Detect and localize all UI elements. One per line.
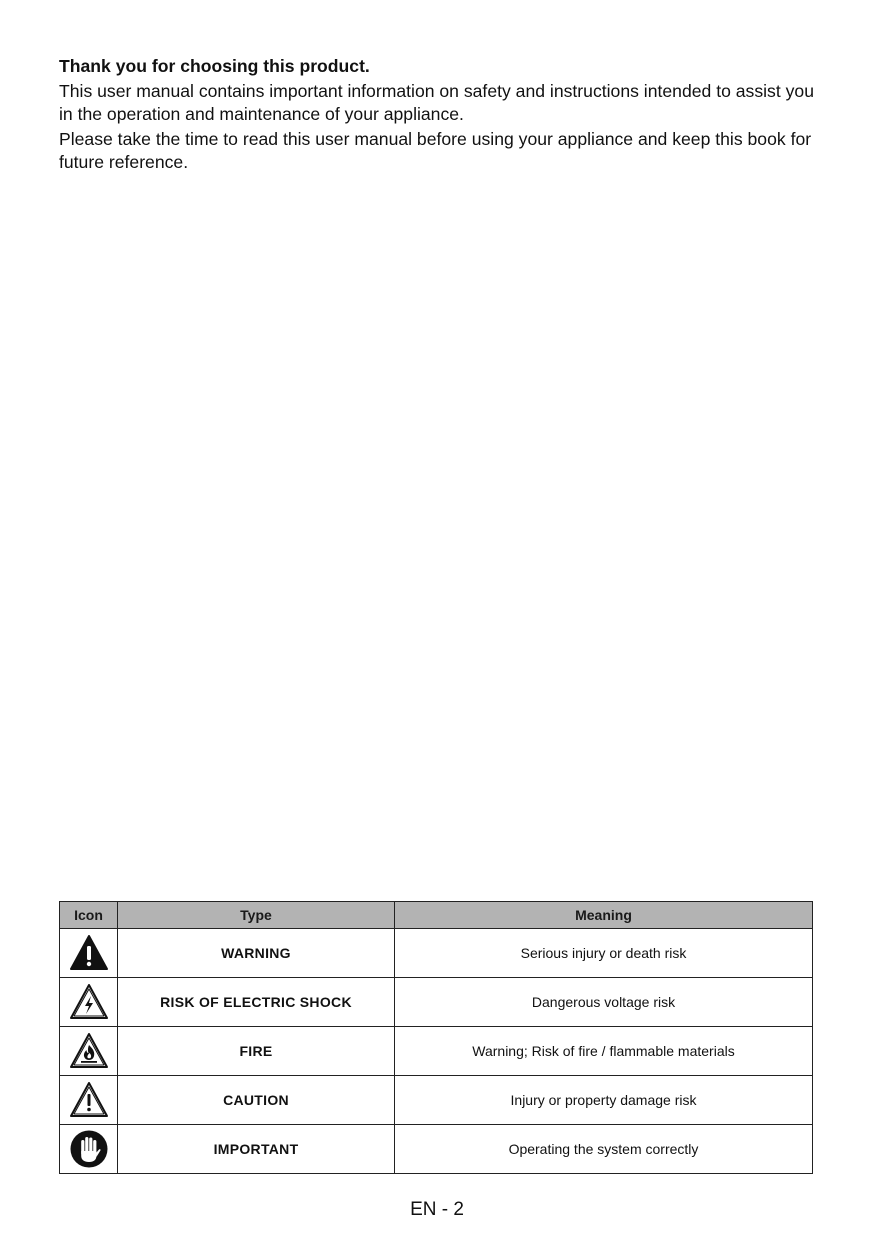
type-cell: FIRE — [118, 1027, 395, 1076]
electric-shock-icon — [69, 983, 109, 1021]
safety-symbols-table — [59, 901, 813, 1174]
warning-filled-icon — [69, 934, 109, 972]
intro-paragraph-2: Please take the time to read this user manual before using your appliance and keep this book for future reference. — [59, 129, 812, 172]
type-cell: CAUTION — [118, 1076, 395, 1125]
type-cell: RISK OF ELECTRIC SHOCK — [118, 978, 395, 1027]
table-row — [60, 978, 813, 1027]
meaning-cell: Operating the system correctly — [395, 1125, 813, 1174]
meaning-cell: Injury or property damage risk — [395, 1076, 813, 1125]
table-header-row — [60, 902, 813, 929]
meaning-cell: Dangerous voltage risk — [395, 978, 813, 1027]
icon-cell — [60, 978, 118, 1027]
table-row — [60, 1027, 813, 1076]
meaning-cell: Warning; Risk of fire / flammable materials — [395, 1027, 813, 1076]
icon-cell — [60, 1027, 118, 1076]
icon-cell — [60, 929, 118, 978]
header-type: Type — [118, 902, 395, 929]
intro-heading: Thank you for choosing this product. — [59, 56, 370, 76]
header-meaning: Meaning — [395, 902, 813, 929]
icon-cell — [60, 1125, 118, 1174]
table-row — [60, 929, 813, 978]
type-cell: WARNING — [118, 929, 395, 978]
header-icon: Icon — [60, 902, 118, 929]
icon-cell — [60, 1076, 118, 1125]
meaning-cell: Serious injury or death risk — [395, 929, 813, 978]
fire-icon — [69, 1032, 109, 1070]
type-cell: IMPORTANT — [118, 1125, 395, 1174]
page-number: EN - 2 — [410, 1199, 464, 1220]
intro-paragraph-1: This user manual contains important information on safety and instructions intended to assist you in the operation and maintenance of your appliance. — [59, 81, 814, 124]
intro-section — [59, 55, 819, 176]
caution-icon — [69, 1081, 109, 1119]
stop-hand-icon — [69, 1129, 109, 1169]
table-row — [60, 1125, 813, 1174]
table-row — [60, 1076, 813, 1125]
